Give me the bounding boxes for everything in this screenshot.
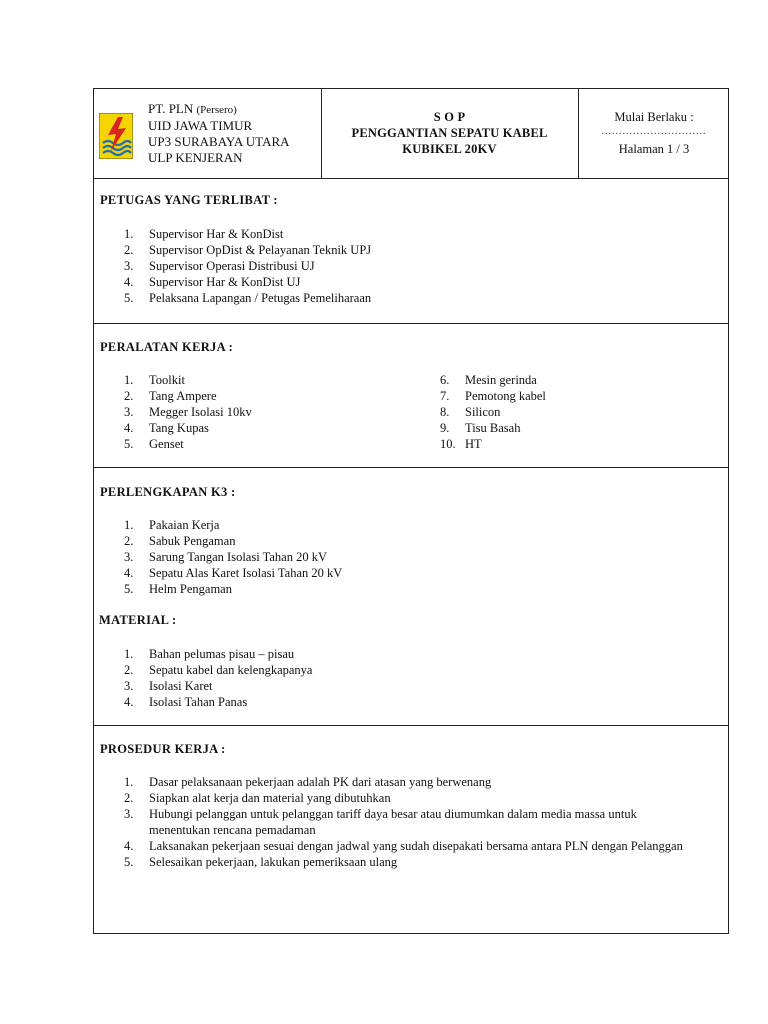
- company-name: PT. PLN: [148, 101, 194, 116]
- k3-title: PERLENGKAPAN K3 :: [100, 485, 236, 499]
- sop-title-block: [322, 109, 577, 157]
- effective-label: Mulai Berlaku :: [614, 110, 694, 124]
- list-item: 2. Supervisor OpDist & Pelayanan Teknik UPJ: [124, 243, 372, 257]
- company-name-line: [148, 101, 290, 118]
- section-divider: [94, 467, 728, 468]
- page-number: Halaman 1 / 3: [618, 142, 690, 156]
- list-item: 6. Mesin gerinda: [440, 373, 537, 387]
- company-unit-3: ULP KENJERAN: [148, 150, 243, 165]
- sop-title-line-2: KUBIKEL 20KV: [402, 142, 497, 156]
- list-item: 1. Supervisor Har & KonDist: [124, 227, 284, 241]
- company-suffix: (Persero): [196, 104, 237, 116]
- list-item: 2. Sabuk Pengaman: [124, 534, 236, 548]
- list-item: 1. Dasar pelaksanaan pekerjaan adalah PK dari atasan yang berwenang: [124, 775, 492, 789]
- company-block: [148, 101, 290, 166]
- list-item: 3. Hubungi pelanggan untuk pelanggan tariff daya besar atau diumumkan dalam media massa untuk menentukan rencana pemadaman: [124, 807, 637, 837]
- list-item: 3. Isolasi Karet: [124, 679, 213, 693]
- list-item: 8. Silicon: [440, 405, 501, 419]
- sop-label: S O P: [433, 110, 466, 124]
- section-divider: [94, 323, 728, 324]
- k3-list: [96, 517, 696, 597]
- list-item: 1. Bahan pelumas pisau – pisau: [124, 647, 295, 661]
- list-item: 1. Pakaian Kerja: [124, 518, 220, 532]
- list-item: 9. Tisu Basah: [440, 421, 521, 435]
- material-list: [96, 646, 696, 710]
- list-item: 5. Genset: [124, 437, 184, 451]
- petugas-list: [96, 226, 696, 306]
- list-item: 7. Pemotong kabel: [440, 389, 546, 403]
- list-item: 2. Sepatu kabel dan kelengkapanya: [124, 663, 313, 677]
- pln-logo-icon: [99, 113, 133, 159]
- effective-value: ..............................: [601, 126, 707, 137]
- peralatan-title: PERALATAN KERJA :: [100, 340, 234, 354]
- list-item: 5. Pelaksana Lapangan / Petugas Pemeliharaan: [124, 291, 372, 305]
- effective-block: [579, 109, 729, 157]
- list-item: 5. Selesaikan pekerjaan, lakukan pemeriksaan ulang: [124, 855, 398, 869]
- section-divider: [94, 178, 728, 179]
- prosedur-title: PROSEDUR KERJA :: [100, 742, 226, 756]
- list-item: 4. Isolasi Tahan Panas: [124, 695, 248, 709]
- list-item: 5. Helm Pengaman: [124, 582, 232, 596]
- list-item: 4. Tang Kupas: [124, 421, 209, 435]
- sop-document: [93, 88, 729, 934]
- peralatan-list-col2: [412, 372, 712, 452]
- list-item: 4. Supervisor Har & KonDist UJ: [124, 275, 301, 289]
- list-item: 10. HT: [440, 437, 482, 451]
- list-item: 3. Supervisor Operasi Distribusi UJ: [124, 259, 315, 273]
- petugas-title: PETUGAS YANG TERLIBAT :: [100, 193, 278, 207]
- peralatan-list-col1: [96, 372, 396, 452]
- material-title: MATERIAL :: [99, 613, 177, 627]
- list-item: 4. Laksanakan pekerjaan sesuai dengan jadwal yang sudah disepakati bersama antara PLN dengan Pelanggan: [124, 839, 683, 853]
- company-unit-1: UID JAWA TIMUR: [148, 118, 253, 133]
- section-divider: [94, 725, 728, 726]
- list-item: 2. Siapkan alat kerja dan material yang dibutuhkan: [124, 791, 391, 805]
- list-item: 3. Megger Isolasi 10kv: [124, 405, 252, 419]
- list-item: 2. Tang Ampere: [124, 389, 217, 403]
- list-item: 4. Sepatu Alas Karet Isolasi Tahan 20 kV: [124, 566, 343, 580]
- list-item: 3. Sarung Tangan Isolasi Tahan 20 kV: [124, 550, 327, 564]
- prosedur-list: [96, 774, 696, 870]
- list-item: 1. Toolkit: [124, 373, 185, 387]
- sop-title-line-1: PENGGANTIAN SEPATU KABEL: [351, 126, 548, 140]
- company-unit-2: UP3 SURABAYA UTARA: [148, 134, 290, 149]
